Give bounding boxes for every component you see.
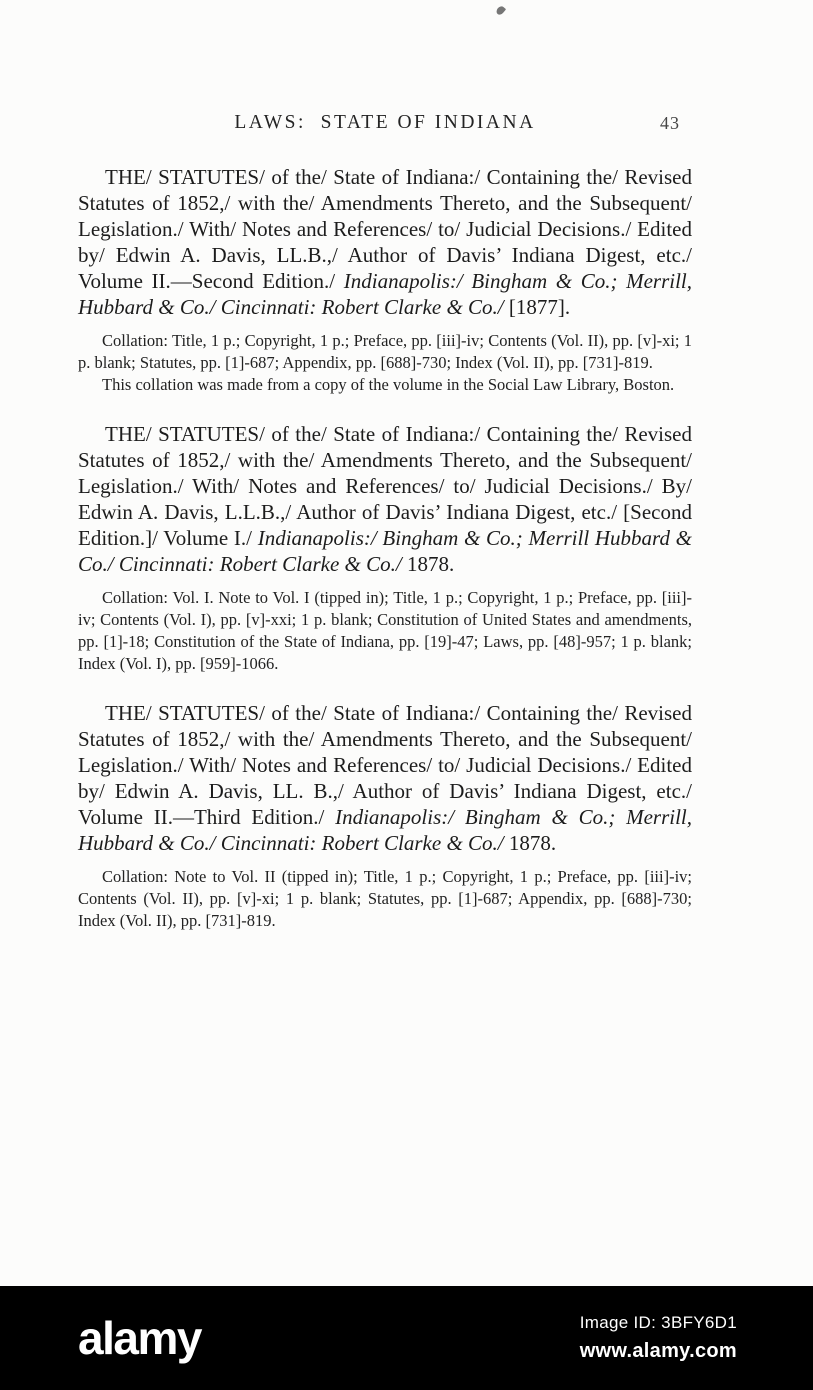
- entry-title: [78, 700, 692, 856]
- entry-title-text: THE/ STATUTES/ of the/ State of Indiana:/ Containing the/ Revised Statutes of 1852,/ with the/ Amendments Thereto, and the Subsequent/ Legislation./ With/ Notes and References/ to/ Judicial Decisions./ Edited by/ Edwin A. Davis, LL. B.,/ Author of Davis’ Indiana Digest, etc./ Volume II.—Third Edition./: [78, 701, 692, 829]
- bibliography-entry-3: [78, 700, 692, 932]
- alamy-info: [580, 1313, 737, 1363]
- page-content: [78, 112, 692, 932]
- alamy-url: www.alamy.com: [579, 1340, 737, 1362]
- header-title: LAWS: STATE OF INDIANA: [234, 112, 536, 133]
- collation-paragraph: Collation: Title, 1 p.; Copyright, 1 p.; Preface, pp. [iii]-iv; Contents (Vol. II), pp. [v]-xi; 1 p. blank; Statutes, pp. [1]-687; Appendix, pp. [688]-730; Index (Vol. II), pp. [731]-819.: [78, 331, 692, 372]
- collation-note: This collation was made from a copy of the volume in the Social Law Library, Boston.: [102, 375, 675, 394]
- entry-imprint-italic: Indianapolis:/ Bingham & Co.; Merrill, Hubbard & Co./ Cincinnati: Robert Clarke & Co./: [78, 269, 692, 319]
- entry-title-text: THE/ STATUTES/ of the/ State of Indiana:/ Containing the/ Revised Statutes of 1852,/ with the/ Amendments Thereto, and the Subsequent/ Legislation./ With/ Notes and References/ to/ Judicial Decisions./ Edited by/ Edwin A. Davis, LL.B.,/ Author of Davis’ Indiana Digest, etc./ Volume II.—Second Edition./: [78, 165, 692, 293]
- entry-title: [78, 421, 692, 577]
- alamy-watermark-bar: [0, 1286, 813, 1390]
- entry-imprint-italic: Indianapolis:/ Bingham & Co.; Merrill, Hubbard & Co./ Cincinnati: Robert Clarke & Co./: [78, 805, 693, 855]
- bibliography-entry-1: [78, 164, 692, 396]
- collation-paragraph: Collation: Note to Vol. II (tipped in); Title, 1 p.; Copyright, 1 p.; Preface, pp. [iii]-iv; Contents (Vol. II), pp. [v]-xi; 1 p. blank; Statutes, pp. [1]-687; Appendix, pp. [688]-730; Index (Vol. II), pp. [731]-819.: [78, 867, 692, 930]
- image-id-label: Image ID: 3BFY6D1: [579, 1313, 737, 1332]
- entry-imprint-italic: Indianapolis:/ Bingham & Co.; Merrill Hubbard & Co./ Cincinnati: Robert Clarke & Co./: [78, 526, 692, 576]
- collation-paragraph: Collation: Vol. I. Note to Vol. I (tipped in); Title, 1 p.; Copyright, 1 p.; Preface, pp. [iii]-iv; Contents (Vol. I), pp. [v]-xxi; 1 p. blank; Constitution of United States and amendments, pp. [1]-18; Constitution of the State of Indiana, pp. [19]-47; Laws, pp. [48]-957; 1 p. blank; Index (Vol. I), pp. [959]-1066.: [78, 588, 692, 673]
- entry-year: 1878.: [508, 831, 557, 855]
- scan-artifact: [495, 5, 506, 16]
- entry-year: [1877].: [508, 295, 571, 319]
- entry-title: [78, 164, 692, 320]
- alamy-logo: alamy: [78, 1312, 201, 1364]
- page-number: 43: [660, 113, 680, 133]
- running-header: [78, 112, 692, 138]
- bibliography-entry-2: [78, 421, 692, 675]
- entry-year: 1878.: [407, 552, 455, 576]
- entry-title-text: THE/ STATUTES/ of the/ State of Indiana:/ Containing the/ Revised Statutes of 1852,/ with the/ Amendments Thereto, and the Subsequent/ Legislation./ With/ Notes and References/ to/ Judicial Decisions./ By/ Edwin A. Davis, L.L.B.,/ Author of Davis’ Indiana Digest, etc./ [Second Edition.]/ Volume I./: [78, 422, 692, 550]
